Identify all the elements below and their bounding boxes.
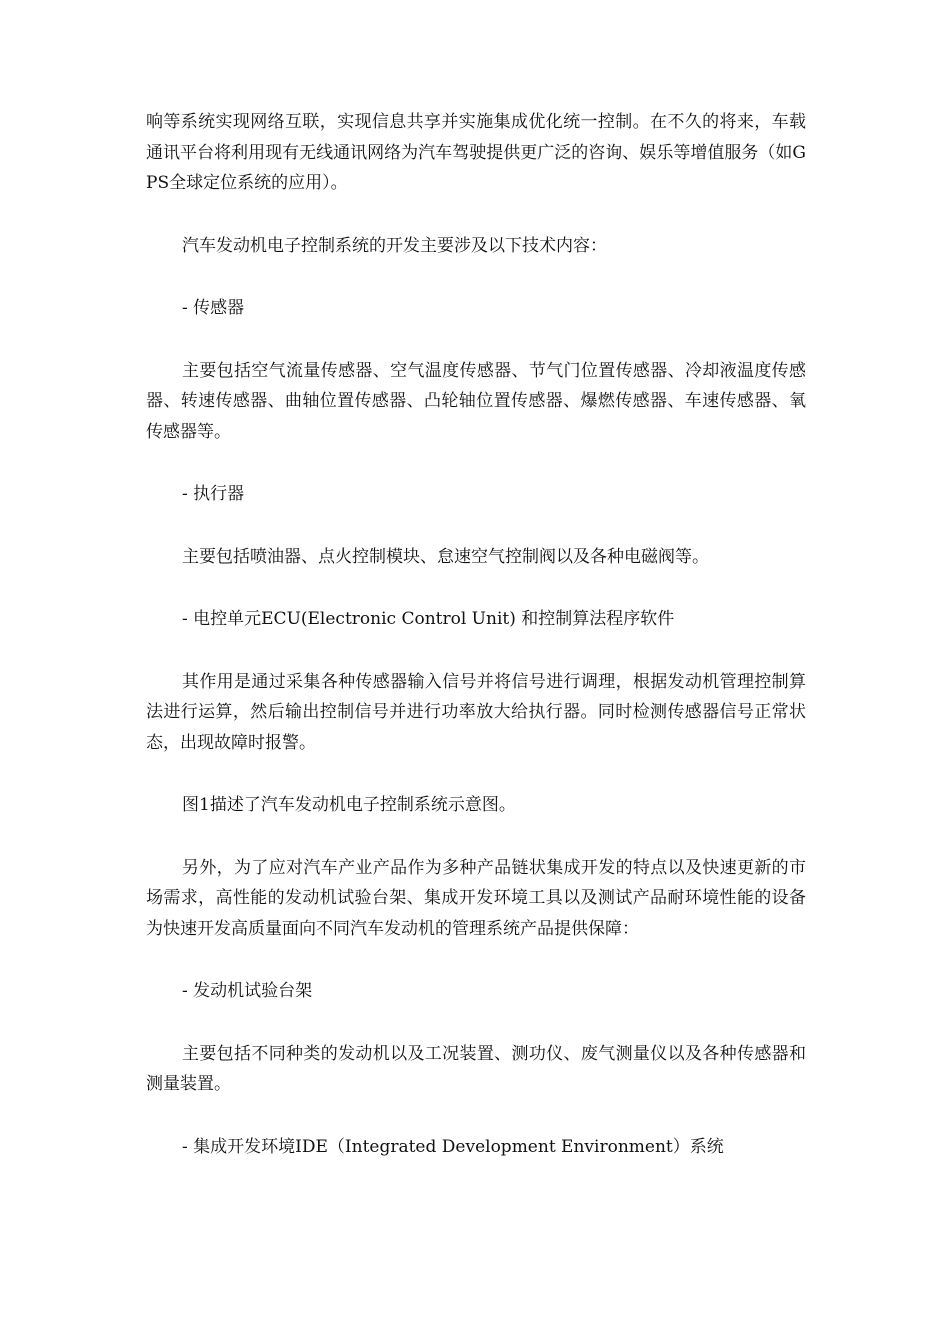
paragraph-1: 响等系统实现网络互联，实现信息共享并实施集成优化统一控制。在不久的将来，车载通讯平台将利用现有无线通讯网络为汽车驾驶提供更广泛的咨询、娱乐等增值服务（如GPS全球定位系统的应用）。 xyxy=(146,112,806,193)
paragraph-ecu: 其作用是通过采集各种传感器输入信号并将信号进行调理，根据发动机管理控制算法进行运算，然后输出控制信号并进行功率放大给执行器。同时检测传感器信号正常状态，出现故障时报警。 xyxy=(146,671,806,753)
heading-sensors: - 传感器 xyxy=(182,298,245,318)
document-body xyxy=(146,107,806,1162)
paragraph-sensors: 主要包括空气流量传感器、空气温度传感器、节气门位置传感器、冷却液温度传感器、转速传感器、曲轴位置传感器、凸轮轴位置传感器、爆燃传感器、车速传感器、氧传感器等。 xyxy=(146,360,806,442)
heading-ide: - 集成开发环境IDE（Integrated Development Environment）系统 xyxy=(182,1136,724,1157)
paragraph-additional: 另外，为了应对汽车产业产品作为多种产品链状集成开发的特点以及快速更新的市场需求，高性能的发动机试验台架、集成开发环境工具以及测试产品耐环境性能的设备为快速开发高质量面向不同汽车发动机的管理系统产品提供保障： xyxy=(146,857,806,939)
heading-ecu: - 电控单元ECU(Electronic Control Unit) 和控制算法程序软件 xyxy=(182,609,675,629)
heading-actuators: - 执行器 xyxy=(182,484,245,504)
paragraph-2: 汽车发动机电子控制系统的开发主要涉及以下技术内容： xyxy=(182,235,607,256)
heading-engine-test-bench: - 发动机试验台架 xyxy=(182,981,313,1001)
paragraph-actuators: 主要包括喷油器、点火控制模块、怠速空气控制阀以及各种电磁阀等。 xyxy=(182,546,709,567)
paragraph-figure-ref: 图1描述了汽车发动机电子控制系统示意图。 xyxy=(182,795,516,815)
paragraph-test-bench: 主要包括不同种类的发动机以及工况装置、测功仪、废气测量仪以及各种传感器和测量装置。 xyxy=(146,1043,806,1094)
